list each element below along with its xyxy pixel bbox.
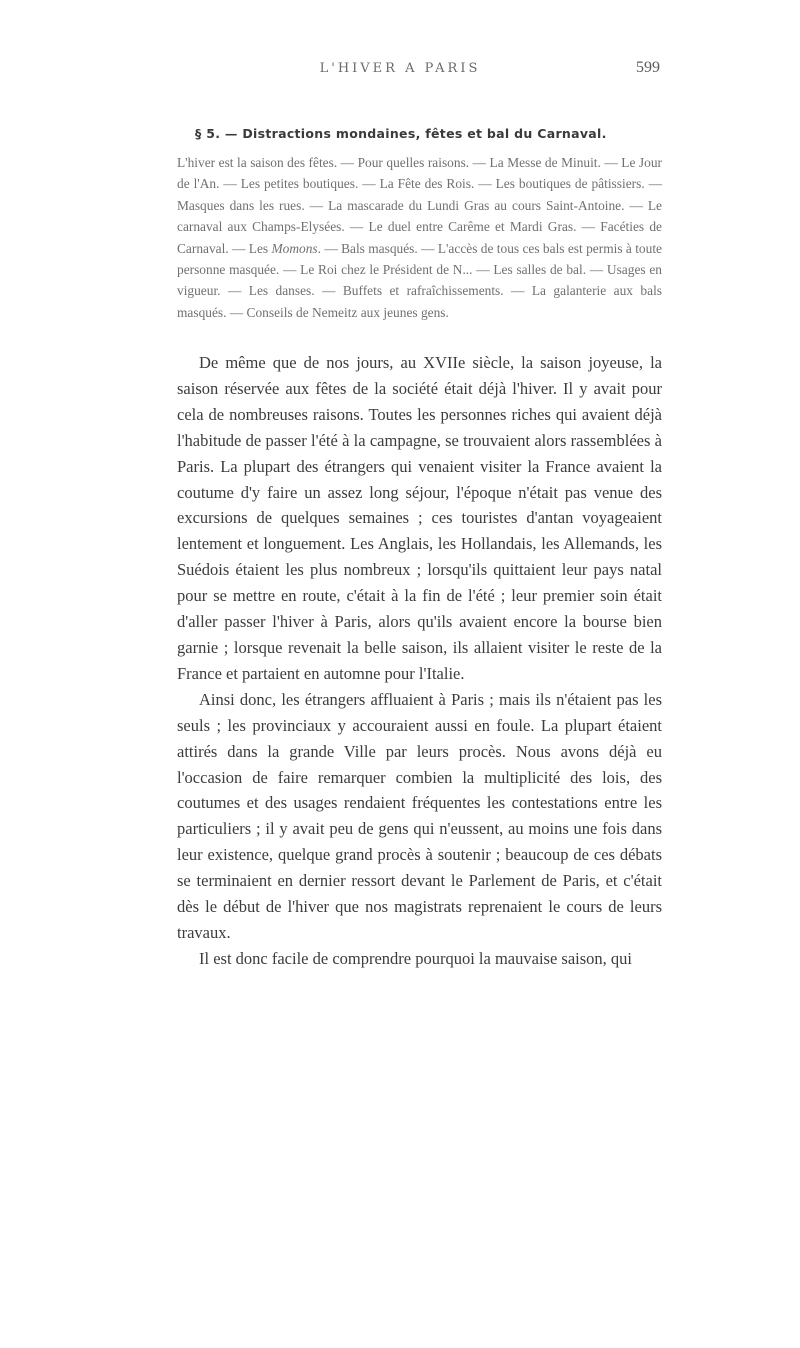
summary-text-end: . — Bals masqués. — L'accès de tous ces bals est permis à toute personne masquée. — Le Roi chez le Président de N... — Les salles de bal. — Usages en vigueur. — Les danses. — Buffets et rafraîchissements. — La galanterie aux bals masqués. — Conseils de Nemeitz aux jeunes gens. — [177, 240, 662, 320]
chapter-summary — [177, 152, 662, 323]
summary-text-start: L'hiver est la saison des fêtes. — Pour quelles raisons. — La Messe de Minuit. — Le Jour de l'An. — Les petites boutiques. — La Fête des Rois. — Les boutiques de pâtissiers. — Masques dans les rues. — La mascarade du Lundi Gras au cours Saint-Antoine. — Le carnaval aux Champs-Elysées. — Le duel entre Carême et Mardi Gras. — Facéties de Carnaval. — Les — [177, 155, 662, 256]
body-paragraph-2: Ainsi donc, les étrangers affluaient à Paris ; mais ils n'étaient pas les seuls ; les provinciaux y accouraient aussi en foule. La plupart étaient attirés dans la grande Ville par leurs procès. Nous avons déjà eu l'occasion de faire remarquer combien la multiplicité des lois, des coutumes et des usages rendaient fréquentes les contestations entre les particuliers ; il y avait peu de gens qui n'eussent, au moins une fois dans leur existence, quelque grand procès à soutenir ; beaucoup de ces débats se terminaient en dernier ressort devant le Parlement de Paris, et c'était dès le début de l'hiver que nos magistrats reprenaient le cours de leurs travaux. — [177, 689, 662, 942]
summary-italic-term: Momons — [271, 240, 318, 256]
body-paragraph-1: De même que de nos jours, au XVIIe siècle, la saison joyeuse, la saison réservée aux fêtes de la société était déjà l'hiver. Il y avait pour cela de nombreuses raisons. Toutes les personnes riches qui avaient déjà l'habitude de passer l'été à la campagne, se trouvaient alors rassemblées à Paris. La plupart des étrangers qui venaient visiter la France avaient la coutume d'y faire un assez long séjour, l'époque n'était pas venue des excursions de quelques semaines ; ces touristes d'antan voyageaient lentement et longuement. Les Anglais, les Hollandais, les Allemands, les Suédois étaient les plus nombreux ; lorsqu'ils quittaient leur pays natal pour se mettre en route, c'était à la fin de l'été ; leur premier soin était d'aller passer l'hiver à Paris, alors qu'ils avaient encore la bourse bien garnie ; lorsque revenait la belle saison, ils allaient visiter le reste de la France et partaient en automne pour l'Italie. — [177, 353, 662, 683]
page-number: 599 — [636, 59, 660, 76]
summary-paragraph — [177, 152, 662, 323]
body-paragraph-3: Il est donc facile de comprendre pourquoi la mauvaise saison, qui — [199, 948, 632, 968]
running-head — [0, 61, 800, 85]
section-heading: § 5. — Distractions mondaines, fêtes et bal du Carnaval. — [195, 126, 607, 141]
running-title: L'HIVER A PARIS — [319, 61, 481, 76]
body-text — [177, 350, 662, 972]
